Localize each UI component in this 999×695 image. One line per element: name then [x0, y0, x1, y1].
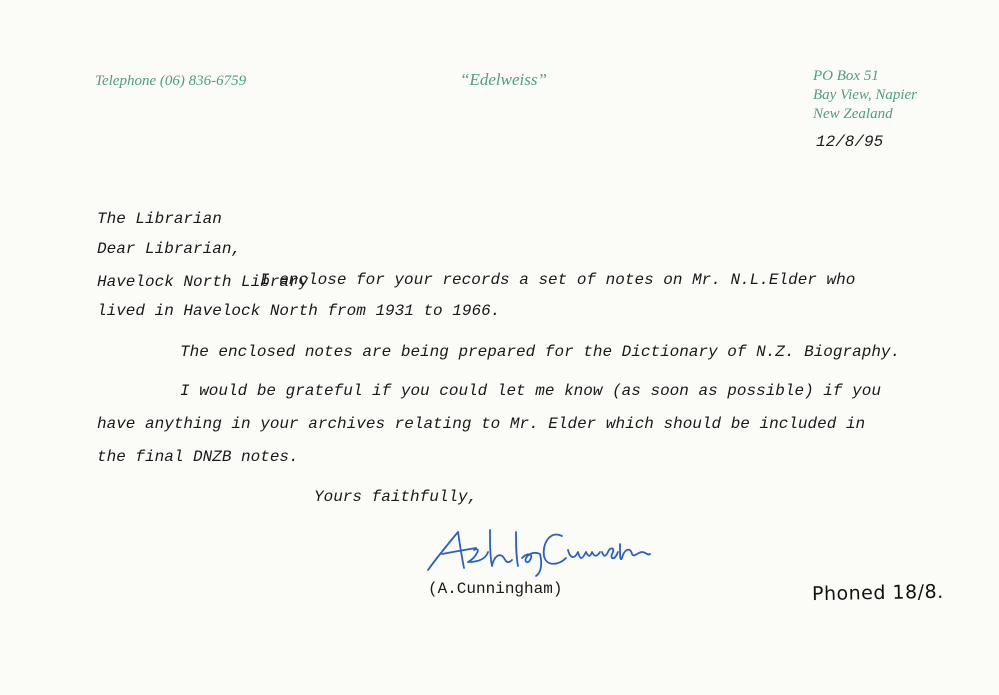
address-line: New Zealand — [813, 106, 893, 122]
letterhead-telephone: Telephone (06) 836-6759 — [95, 73, 247, 89]
paragraph-line: the final DNZB notes. — [97, 448, 299, 466]
paragraph-line: have anything in your archives relating to Mr. Elder which should be included in — [97, 415, 866, 433]
paragraph-line: The enclosed notes are being prepared for the Dictionary of N.Z. Biography. — [180, 343, 901, 361]
handwritten-note: Phoned 18/8. — [811, 580, 944, 606]
salutation: Dear Librarian, — [97, 240, 242, 258]
letterhead-address — [813, 67, 917, 124]
paragraph-line: I enclose for your records a set of notes on Mr. N.L.Elder who — [260, 271, 856, 289]
printed-name: (A.Cunningham) — [428, 580, 563, 598]
signature — [424, 522, 654, 578]
address-line: Bay View, Napier — [813, 87, 918, 103]
letter-date: 12/8/95 — [816, 133, 884, 151]
letterhead-house-name: “Edelweiss” — [460, 70, 547, 89]
paragraph-line: I would be grateful if you could let me know (as soon as possible) if you — [180, 382, 881, 400]
recipient-line: Havelock North Library — [97, 273, 309, 291]
recipient-line: The Librarian — [97, 210, 222, 228]
address-line: PO Box 51 — [813, 68, 879, 84]
closing: Yours faithfully, — [314, 488, 478, 506]
paragraph-line: lived in Havelock North from 1931 to 1966. — [97, 302, 501, 320]
